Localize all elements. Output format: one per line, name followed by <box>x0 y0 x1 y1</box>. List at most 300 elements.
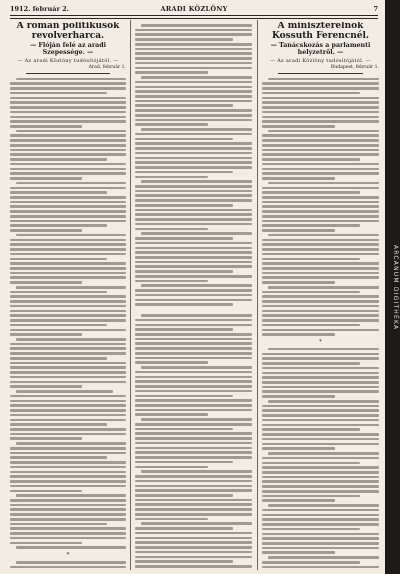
text-line <box>141 522 252 525</box>
text-line <box>262 386 379 389</box>
text-line <box>10 461 126 464</box>
text-line <box>135 489 252 492</box>
text-line <box>135 119 252 122</box>
text-line <box>10 134 126 137</box>
text-line <box>16 234 126 237</box>
section-mark: * <box>319 338 322 345</box>
page-header <box>10 3 378 15</box>
text-line <box>135 256 252 259</box>
text-line <box>135 352 252 355</box>
text-line <box>262 353 379 356</box>
text-line <box>262 153 379 156</box>
text-line <box>262 495 360 498</box>
text-line <box>268 504 379 507</box>
text-line <box>10 504 126 507</box>
text-line <box>262 149 379 152</box>
article-headline: A miniszterelnök Kossuth Ferencnél. <box>271 22 370 41</box>
text-line <box>10 172 126 175</box>
text-line <box>135 541 252 544</box>
text-line <box>262 372 379 375</box>
text-line <box>262 281 335 284</box>
text-line <box>135 319 252 322</box>
text-line <box>262 329 379 332</box>
column-divider <box>257 20 258 570</box>
text-line <box>135 442 252 445</box>
text-line <box>135 556 252 559</box>
text-line <box>10 513 126 516</box>
text-line <box>135 209 252 212</box>
text-line <box>262 305 379 308</box>
text-line <box>135 251 252 254</box>
text-line <box>135 475 252 478</box>
text-line <box>262 276 379 279</box>
text-line <box>262 168 379 171</box>
text-line <box>262 443 379 446</box>
article-dateline: Budapest, február 1. <box>330 64 379 70</box>
text-line <box>10 210 126 213</box>
text-line <box>135 270 233 273</box>
text-line <box>141 24 252 27</box>
text-line <box>135 532 252 535</box>
text-line <box>262 424 379 427</box>
text-line <box>262 499 335 502</box>
text-line <box>10 381 126 384</box>
text-line <box>10 542 82 545</box>
text-line <box>262 438 379 441</box>
text-line <box>135 38 233 41</box>
text-line <box>135 294 252 297</box>
text-line <box>141 76 252 79</box>
text-line <box>10 310 126 313</box>
text-line <box>135 95 252 98</box>
text-line <box>141 232 252 235</box>
text-line <box>135 223 252 226</box>
text-line <box>262 239 379 242</box>
text-line <box>262 447 335 450</box>
text-line <box>262 116 379 119</box>
text-line <box>10 92 107 95</box>
text-line <box>262 310 379 313</box>
text-line <box>10 120 126 123</box>
text-line <box>262 134 379 137</box>
text-line <box>135 537 252 540</box>
text-line <box>268 286 379 289</box>
text-line <box>262 542 379 545</box>
text-line <box>262 566 379 568</box>
text-line <box>16 78 126 81</box>
text-line <box>16 442 126 445</box>
text-line <box>268 182 379 185</box>
text-line <box>10 404 126 407</box>
text-line <box>135 133 252 136</box>
text-line <box>10 291 107 294</box>
header-date: 1912. február 2. <box>10 5 69 13</box>
text-line <box>262 97 379 100</box>
text-line <box>10 523 107 526</box>
text-line <box>141 128 252 131</box>
text-line <box>262 205 379 208</box>
text-line <box>262 376 379 379</box>
text-line <box>262 120 379 123</box>
text-line <box>262 220 379 223</box>
text-line <box>262 82 379 85</box>
text-line <box>262 518 379 521</box>
text-line <box>262 139 379 142</box>
text-line <box>10 106 126 109</box>
text-line <box>262 248 379 251</box>
text-line <box>135 494 233 497</box>
text-line <box>135 357 252 360</box>
text-line <box>262 362 360 365</box>
header-rule <box>10 15 378 19</box>
text-line <box>262 191 360 194</box>
text-line <box>262 462 360 465</box>
text-line <box>135 280 208 283</box>
text-line <box>135 347 252 350</box>
article-body-text <box>10 78 126 549</box>
column-middle <box>135 22 252 568</box>
text-line <box>135 503 252 506</box>
text-line <box>268 400 379 403</box>
text-line <box>135 338 252 341</box>
text-line <box>10 395 126 398</box>
text-line <box>10 305 126 308</box>
text-line <box>10 300 126 303</box>
text-line <box>10 97 126 100</box>
text-line <box>262 224 360 227</box>
text-line <box>10 485 126 488</box>
article-body-text <box>262 78 379 336</box>
text-line <box>10 168 126 171</box>
text-line <box>10 376 126 379</box>
text-line <box>262 106 379 109</box>
text-line <box>135 428 233 431</box>
text-line <box>135 71 208 74</box>
text-line <box>135 324 252 327</box>
text-line <box>262 272 379 275</box>
text-line <box>135 176 208 179</box>
text-line <box>10 423 107 426</box>
text-line <box>135 142 252 145</box>
text-line <box>268 556 379 559</box>
text-line <box>135 33 252 36</box>
masthead: ARADI KÖZLÖNY <box>160 5 228 13</box>
text-line <box>135 86 252 89</box>
text-line <box>268 234 379 237</box>
text-line <box>10 205 126 208</box>
text-line <box>262 92 360 95</box>
text-line <box>262 395 335 398</box>
text-line <box>10 518 126 521</box>
text-line <box>10 452 126 455</box>
text-line <box>262 428 360 431</box>
text-line <box>135 303 233 306</box>
text-line <box>135 432 252 435</box>
text-line <box>262 551 335 554</box>
text-line <box>16 130 126 133</box>
text-line <box>10 527 126 530</box>
column-divider <box>130 20 131 570</box>
text-line <box>262 101 379 104</box>
text-line <box>262 457 379 460</box>
text-line <box>262 177 335 180</box>
text-line <box>135 565 252 568</box>
text-line <box>262 367 379 370</box>
text-line <box>135 395 233 398</box>
text-line <box>10 471 126 474</box>
text-line <box>10 229 82 232</box>
article-body-text <box>262 348 379 568</box>
text-line <box>135 43 252 46</box>
text-line <box>262 514 379 517</box>
text-line <box>10 253 126 256</box>
text-line <box>10 385 82 388</box>
text-line <box>262 314 379 317</box>
text-line <box>135 413 208 416</box>
text-line <box>16 338 126 341</box>
article-subheadline: — Tanácskozás a parlamenti helyzetről. — <box>270 41 371 56</box>
text-line <box>10 276 126 279</box>
text-line <box>135 242 252 245</box>
text-line <box>10 163 126 166</box>
text-line <box>135 437 252 440</box>
article-byline: — Az aradi Közlöny tudósítójától. — <box>269 57 372 64</box>
text-line <box>10 258 107 261</box>
text-line <box>135 48 252 51</box>
text-line <box>262 466 379 469</box>
text-line <box>262 324 360 327</box>
text-line <box>135 361 208 364</box>
text-line <box>262 561 360 564</box>
text-line <box>262 537 379 540</box>
text-line <box>10 490 82 493</box>
text-line <box>10 281 82 284</box>
text-line <box>141 314 252 317</box>
text-line <box>262 172 379 175</box>
text-line <box>10 111 126 114</box>
text-line <box>10 347 126 350</box>
text-line <box>10 532 126 535</box>
text-line <box>141 418 252 421</box>
text-line <box>262 523 379 526</box>
section-mark: * <box>66 551 70 558</box>
text-line <box>10 366 126 369</box>
text-line <box>10 125 82 128</box>
text-line <box>135 380 252 383</box>
text-line <box>135 104 233 107</box>
text-line <box>262 111 379 114</box>
text-line <box>262 528 360 531</box>
text-line <box>262 433 379 436</box>
article-body-text <box>10 561 126 568</box>
text-line <box>10 220 126 223</box>
text-line <box>10 101 126 104</box>
text-line <box>262 381 379 384</box>
article-headline: A román politikusok revolverharca. <box>16 22 120 41</box>
text-line <box>135 247 252 250</box>
text-line <box>262 490 379 493</box>
text-line <box>10 409 126 412</box>
text-line <box>262 405 379 408</box>
text-line <box>268 130 379 133</box>
text-line <box>10 82 126 85</box>
text-line <box>135 342 252 345</box>
article-dateline: Arad, február 1. <box>88 64 126 70</box>
column-left <box>10 22 126 568</box>
text-line <box>262 163 379 166</box>
text-line <box>262 419 379 422</box>
text-line <box>262 471 379 474</box>
text-line <box>10 144 126 147</box>
text-line <box>135 157 252 160</box>
column-right <box>262 22 379 568</box>
text-line <box>10 324 107 327</box>
text-line <box>135 409 252 412</box>
text-line <box>10 343 126 346</box>
text-line <box>262 300 379 303</box>
text-line <box>135 109 252 112</box>
text-line <box>262 390 379 393</box>
text-line <box>10 319 126 322</box>
side-strip-text: ARCANUM DIGITHÉKA <box>392 245 399 331</box>
text-line <box>262 509 379 512</box>
text-line <box>135 423 252 426</box>
text-line <box>262 357 379 360</box>
text-line <box>135 228 208 231</box>
text-line <box>141 366 252 369</box>
text-line <box>135 404 252 407</box>
text-line <box>10 187 126 190</box>
text-line <box>262 187 379 190</box>
text-line <box>135 485 252 488</box>
text-line <box>10 239 126 242</box>
text-line <box>10 433 126 436</box>
text-line <box>262 414 379 417</box>
text-line <box>135 199 252 202</box>
headline-rule <box>26 73 110 74</box>
text-line <box>135 204 233 207</box>
text-line <box>262 87 379 90</box>
text-line <box>135 161 252 164</box>
text-line <box>135 218 252 221</box>
text-line <box>141 470 252 473</box>
text-line <box>262 243 379 246</box>
text-line <box>268 452 379 455</box>
text-line <box>262 480 379 483</box>
article-body-text <box>135 24 252 306</box>
text-line <box>135 456 252 459</box>
text-line <box>262 267 379 270</box>
text-line <box>135 62 252 65</box>
text-line <box>10 466 126 469</box>
text-line <box>10 447 126 450</box>
text-line <box>10 191 107 194</box>
text-line <box>10 224 107 227</box>
text-line <box>10 400 126 403</box>
text-line <box>10 333 82 336</box>
text-line <box>135 289 252 292</box>
text-line <box>16 546 126 549</box>
text-line <box>135 499 252 502</box>
headline-rule <box>278 73 363 74</box>
text-line <box>10 158 107 161</box>
text-line <box>135 466 208 469</box>
text-line <box>135 265 252 268</box>
side-strip <box>385 0 400 574</box>
text-line <box>262 476 379 479</box>
article-subheadline: — Flóján felé az aradi Szepessége. — <box>29 41 107 56</box>
text-line <box>16 390 113 393</box>
text-line <box>10 243 126 246</box>
text-line <box>135 57 252 60</box>
text-line <box>10 566 126 568</box>
text-line <box>262 409 379 412</box>
text-line <box>10 419 126 422</box>
text-line <box>135 371 252 374</box>
text-line <box>135 546 252 549</box>
text-line <box>262 319 379 322</box>
text-line <box>262 229 335 232</box>
text-line <box>135 100 252 103</box>
text-line <box>10 371 126 374</box>
text-line <box>262 158 360 161</box>
text-line <box>10 201 126 204</box>
text-line <box>262 291 360 294</box>
text-line <box>135 138 233 141</box>
text-line <box>135 399 252 402</box>
text-line <box>262 295 379 298</box>
text-line <box>135 90 252 93</box>
text-line <box>10 456 107 459</box>
page-number: 7 <box>373 5 378 13</box>
text-line <box>141 284 252 287</box>
text-line <box>10 295 126 298</box>
text-line <box>135 261 252 264</box>
text-line <box>262 201 379 204</box>
text-line <box>135 190 252 193</box>
text-line <box>135 551 252 554</box>
text-line <box>10 537 126 540</box>
text-line <box>135 147 252 150</box>
text-line <box>10 149 126 152</box>
text-line <box>135 114 252 117</box>
text-line <box>10 480 126 483</box>
text-line <box>10 437 82 440</box>
text-line <box>10 362 126 365</box>
text-line <box>10 428 126 431</box>
text-line <box>135 275 252 278</box>
text-line <box>262 485 379 488</box>
text-line <box>10 248 126 251</box>
text-line <box>10 116 126 119</box>
text-line <box>135 527 233 530</box>
text-line <box>16 182 126 185</box>
text-line <box>10 196 126 199</box>
text-line <box>135 152 252 155</box>
text-line <box>135 518 208 521</box>
text-line <box>10 357 107 360</box>
text-line <box>135 237 233 240</box>
text-line <box>262 215 379 218</box>
text-line <box>10 267 126 270</box>
text-line <box>10 499 126 502</box>
article-byline: — Az aradi Közlöny tudósítójától. — <box>17 57 119 64</box>
text-line <box>262 196 379 199</box>
text-line <box>262 144 379 147</box>
text-line <box>16 561 126 564</box>
text-line <box>268 78 379 81</box>
text-line <box>10 475 126 478</box>
